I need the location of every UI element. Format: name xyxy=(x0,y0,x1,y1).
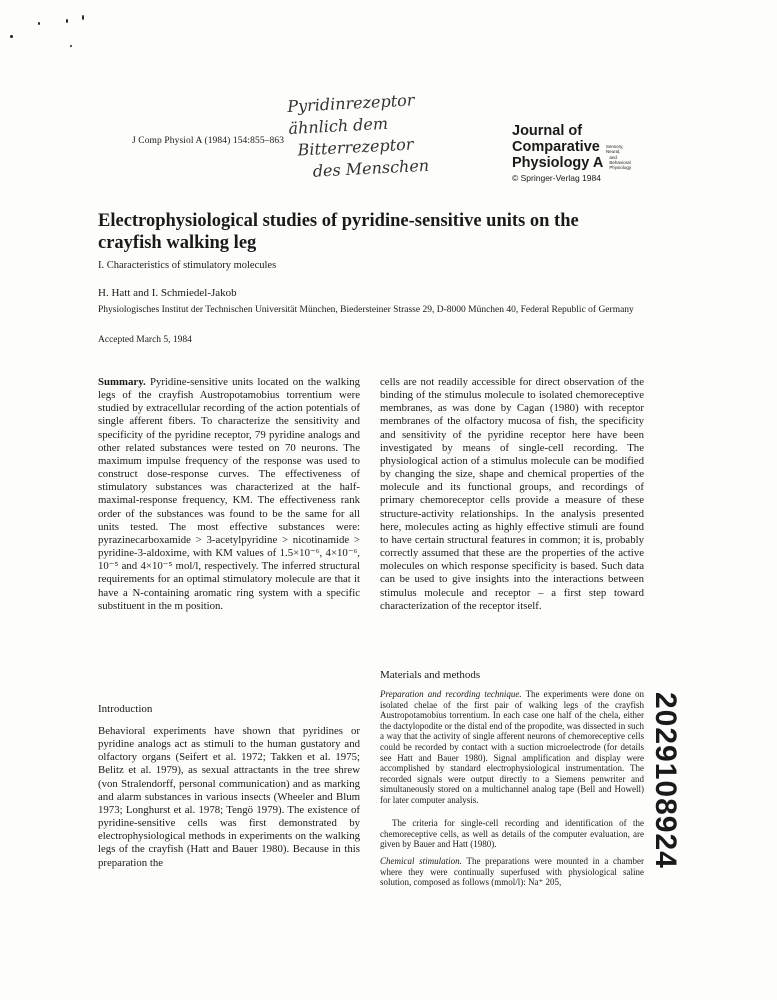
body-text-continued: cells are not readily accessible for direct observation of the binding of the stimulus molecule to isolated chemoreceptive membranes, as was done by Cagan (1980) with receptor membranes of the olfactory mucosa of fish, the specificity and sensitivity of the pyridine receptor here have been investigated by means of single-cell recording. The physiological action of a stimulus molecule can be modified by changing the size, shape and chemical properties of the molecule and its functional groups, and recordings of primary chemoreceptor cells provide a measure of these structure-activity relationships. In the analysis presented here, molecules acting as highly effective stimuli are found to have certain structural features in common; it is, probably correctly assumed that these are the properties of the active molecules on which response specificity is based. Such data can be used to give insights into the interactions between stimulus molecule and receptor – a first step toward characterization of the receptor itself. xyxy=(380,376,644,612)
journal-tag: Sensory, xyxy=(605,144,624,149)
introduction-text: Behavioral experiments have shown that pyridines or pyridine analogs act as stimuli to the human gustatory and olfactory organs (Seifert et al. 1972; Takken et al. 1975; Belitz et al. 1979), as sexual attractants in the tree shrew (von Stralendorff, personal communication) and as marking and alarm substances in various insects (Wheeler and Blum 1973; Longhurst et al. 1978; Tengö 1979). The existence of pyridine-sensitive cells was first demonstrated by electrophysiological methods in experiments on the walking legs of the crayfish (Hatt and Bauer 1980). Because in this preparation the xyxy=(98,725,360,869)
scan-speck xyxy=(70,45,72,47)
scan-speck xyxy=(82,15,84,20)
affiliation: Physiologisches Institut der Technischen Universität München, Biedersteiner Strasse 29, D-8000 München 40, Federal Republic of Germany xyxy=(98,305,634,315)
handwritten-note xyxy=(283,88,447,184)
methods-text: The experiments were done on isolated chelae of the first pair of walking legs of the crayfish Austropotamobius torrentium. In each case one half of the chela, either the dactylopodite or the distal end of the propodite, was dissected in such a way that the activity of single afferent neurons of chemoreceptive cells could be recorded by contact with a suction microelectrode (for details see Hatt and Bauer 1980). Signal amplification and display were accomplished by standard electrophysiological instrumentation. The recorded signals were output directly to a Siemens penwriter and simultaneously stored on a multichannel analog tape (Bell and Howell) for later computer analysis. xyxy=(380,689,644,805)
methods-paragraph xyxy=(380,689,644,806)
summary-paragraph xyxy=(98,376,360,613)
accepted-date: Accepted March 5, 1984 xyxy=(98,335,192,345)
journal-masthead xyxy=(512,123,662,183)
handwritten-line: Pyridinrezeptor xyxy=(286,90,415,117)
scan-speck xyxy=(66,19,68,23)
methods-paragraph xyxy=(380,818,644,850)
scan-speck xyxy=(38,22,40,25)
journal-name-line: Physiology A xyxy=(512,155,604,171)
journal-tag: and xyxy=(609,155,617,160)
handwritten-line: Bitterrezeptor xyxy=(297,134,414,160)
summary-text: Pyridine-sensitive units located on the walking legs of the crayfish Austropotamobius torrentium were studied by extracellular recording of the action potentials of single afferent fibers. To characterize the sensitivity and specificity of the pyridine receptor, 79 pyridine analogs and other related substances were tested on 70 neurons. The maximum impulse frequency of the response was used to construct dose-response curves. The effectiveness of stimulatory substances was characterized at the half-maximal-response frequency, KM. The effectiveness rank order of the substances was found to be the same for all units tested. The most effective substances were: pyrazinecarboxamide > 3-acetylpyridine > nicotinamide > pyridine-3-aldoxime, with KM values of 1.5×10⁻⁶, 4×10⁻⁶, 10⁻⁵ and 4×10⁻⁵ mol/l, respectively. The inferred structural requirements for an optimal stimulatory molecule are that it have a N-containing aromatic ring system with a specific substituent in the m position. xyxy=(98,376,360,612)
methods-subheading: Chemical stimulation. xyxy=(380,856,462,866)
journal-name-line: Comparative xyxy=(512,139,600,155)
methods-heading: Materials and methods xyxy=(380,669,481,681)
handwritten-line: des Menschen xyxy=(312,155,430,181)
journal-tag: Behavioral xyxy=(609,160,631,165)
methods-paragraph xyxy=(380,856,644,888)
archive-stamp-number: 2029108924 xyxy=(649,692,682,869)
introduction-heading: Introduction xyxy=(98,703,153,715)
journal-citation: J Comp Physiol A (1984) 154:855–863 xyxy=(132,136,285,146)
methods-subheading: Preparation and recording technique. xyxy=(380,689,522,699)
journal-tag: Physiology xyxy=(609,165,632,170)
journal-section-tags xyxy=(606,144,623,154)
article-title: Electrophysiological studies of pyridine-sensitive units on the crayfish walking leg xyxy=(98,211,579,253)
summary-label: Summary. xyxy=(98,376,146,388)
methods-text: The preparations were mounted in a chamber where they were continually superfused with physiological saline solution, composed as follows (mmol/l): Na⁺ 205, xyxy=(380,856,645,888)
journal-section-tags xyxy=(609,155,631,170)
journal-name-line: Journal of xyxy=(512,123,583,139)
journal-tag: Neural, xyxy=(605,149,621,154)
scan-speck xyxy=(10,35,13,38)
methods-text: The criteria for single-cell recording and identification of the chemoreceptive cells, as well as details of the computer evaluation, are given by Bauer and Hatt (1980). xyxy=(380,818,644,850)
handwritten-line: ähnlich dem xyxy=(288,113,389,138)
article-subtitle: I. Characteristics of stimulatory molecules xyxy=(98,260,277,271)
author-list: H. Hatt and I. Schmiedel-Jakob xyxy=(98,287,237,299)
copyright-line: © Springer-Verlag 1984 xyxy=(512,173,601,183)
